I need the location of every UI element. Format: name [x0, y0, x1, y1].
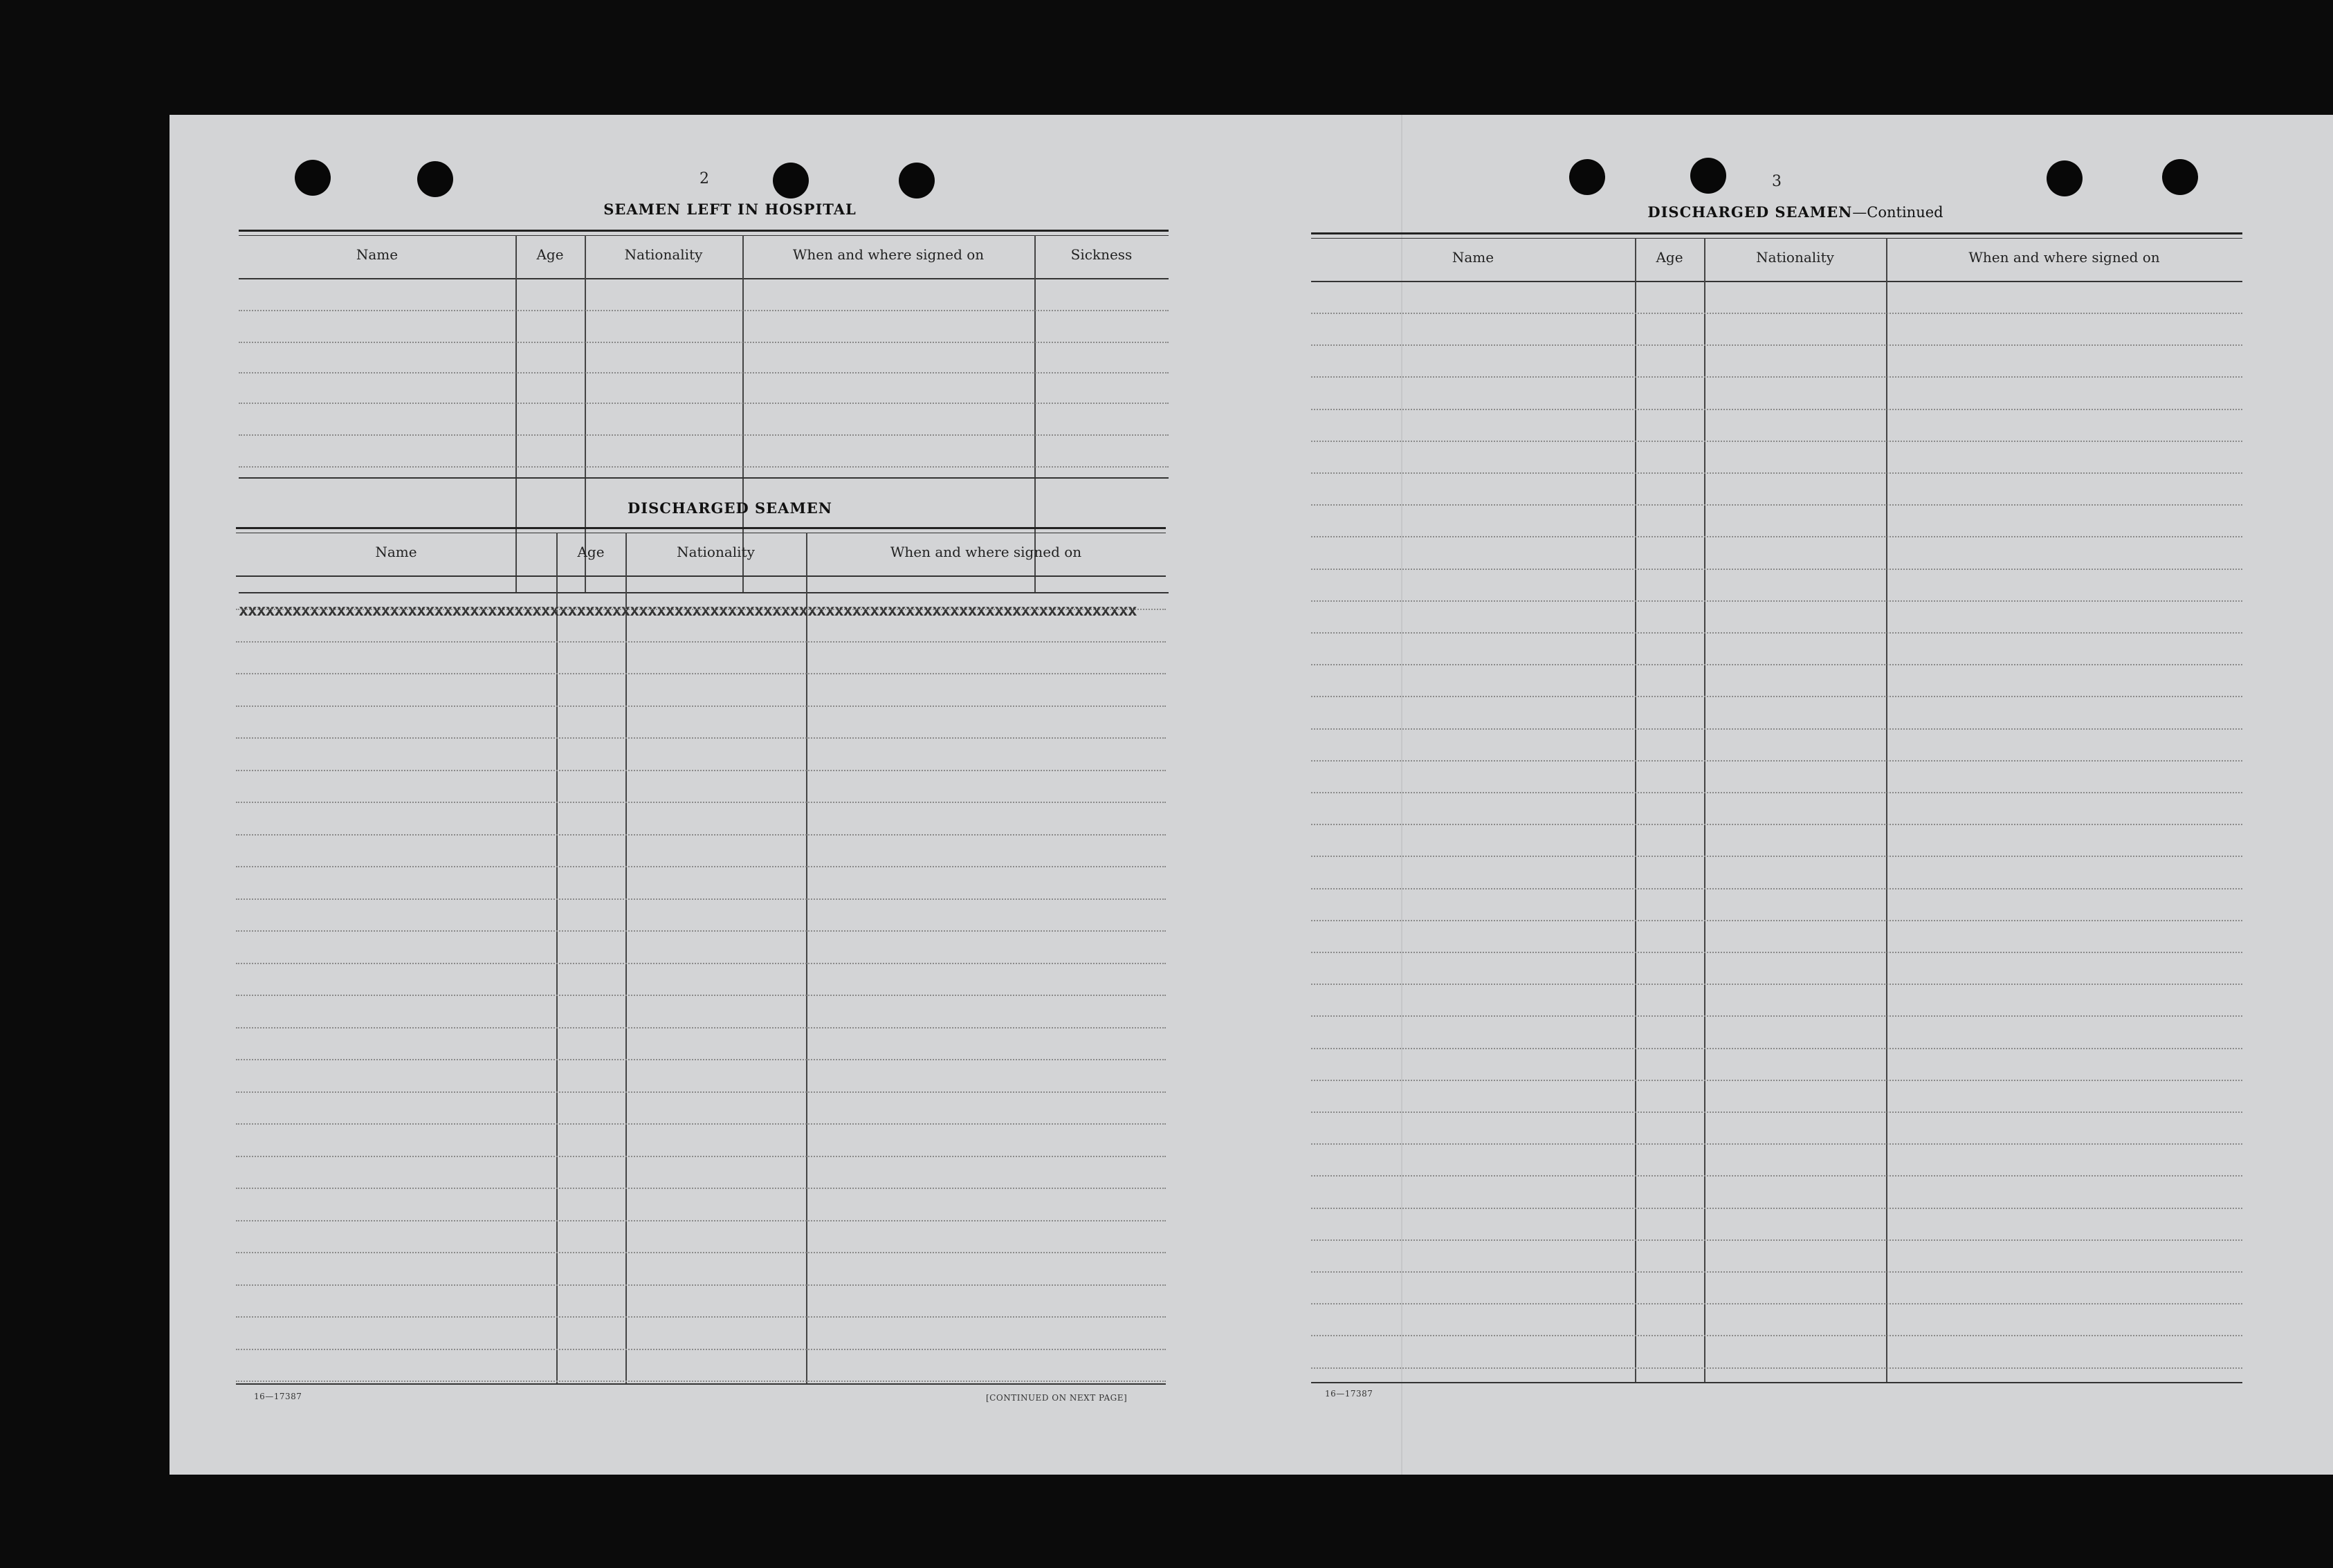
column-header-nationality: Nationality	[677, 544, 755, 560]
ruled-line	[1311, 824, 2242, 825]
ruled-line	[239, 434, 1169, 436]
discharged-continued-table	[1311, 232, 2242, 1383]
ruled-line	[236, 737, 1166, 739]
ruled-line	[1311, 1208, 2242, 1209]
punch-hole	[2162, 159, 2198, 195]
ruled-line	[1311, 1303, 2242, 1304]
ruled-line	[236, 802, 1166, 803]
ruled-line	[1311, 888, 2242, 889]
ruled-line	[1311, 1143, 2242, 1145]
ruled-line	[1311, 856, 2242, 857]
ruled-line	[1311, 569, 2242, 570]
table-bottom-rule	[1311, 1382, 2242, 1383]
punch-hole	[1569, 159, 1605, 195]
column-header-nationality: Nationality	[1756, 249, 1834, 266]
ruled-line	[1311, 1112, 2242, 1113]
crossed-out-entry: xxxxxxxxxxxxxxxxxxxxxxxxxxxxxxxxxxxxxxxxxxxxxxxxxxxxxxxxxxxxxxxxxxxxxxxxxxxxxxxxxxxxxxxxxxxxxxxxxxxxx	[239, 602, 1137, 620]
ruled-line	[236, 1349, 1166, 1350]
ruled-line	[236, 834, 1166, 836]
column-header-age: Age	[536, 246, 564, 263]
ruled-line	[236, 609, 1166, 610]
discharged-continued-title	[1553, 203, 2038, 221]
column-divider	[806, 533, 807, 1385]
column-divider	[556, 533, 558, 1385]
ruled-line	[236, 1027, 1166, 1029]
form-number: 16—17387	[254, 1392, 302, 1401]
ruled-line	[236, 898, 1166, 900]
ruled-line	[1311, 664, 2242, 665]
ruled-line	[1311, 952, 2242, 953]
continued-note: [CONTINUED ON NEXT PAGE]	[986, 1393, 1128, 1403]
table-top-rule	[1311, 238, 2242, 239]
column-divider	[625, 533, 627, 1385]
title-suffix: —Continued	[1852, 204, 1943, 221]
ruled-line	[1311, 792, 2242, 793]
ruled-line	[236, 1123, 1166, 1125]
ruled-line	[236, 1316, 1166, 1318]
column-header-signed-on: When and where signed on	[890, 544, 1082, 560]
ruled-line	[1311, 536, 2242, 537]
ruled-line	[1311, 409, 2242, 410]
ruled-line	[1311, 1015, 2242, 1017]
ruled-line	[1311, 504, 2242, 506]
ruled-line	[236, 770, 1166, 771]
discharged-section-title: DISCHARGED SEAMEN	[628, 499, 832, 517]
column-header-signed-on: When and where signed on	[792, 246, 985, 263]
column-header-name: Name	[1452, 249, 1494, 266]
punch-hole	[899, 163, 935, 199]
header-bottom-rule	[239, 278, 1169, 279]
ruled-line	[1311, 632, 2242, 634]
ruled-line	[1311, 376, 2242, 378]
table-top-rule	[1311, 232, 2242, 234]
ruled-line	[1311, 1080, 2242, 1081]
discharged-table	[236, 527, 1166, 1385]
ruled-line	[1311, 920, 2242, 921]
ruled-line	[1311, 1335, 2242, 1336]
ruled-line	[1311, 441, 2242, 442]
column-header-sickness: Sickness	[1070, 246, 1133, 263]
ruled-line	[1311, 728, 2242, 730]
ruled-line	[1311, 313, 2242, 314]
ruled-line	[239, 403, 1169, 404]
punch-hole	[773, 163, 809, 199]
ruled-line	[239, 342, 1169, 343]
ruled-line	[1311, 696, 2242, 697]
ruled-line	[236, 1156, 1166, 1157]
column-header-name: Name	[375, 544, 417, 560]
ruled-line	[1311, 1239, 2242, 1241]
table-bottom-rule	[236, 1383, 1166, 1385]
ruled-line	[236, 930, 1166, 932]
ruled-line	[236, 641, 1166, 643]
ruled-line	[1311, 1175, 2242, 1177]
punch-hole	[1690, 158, 1726, 194]
ruled-line	[236, 1059, 1166, 1060]
ruled-line	[236, 673, 1166, 674]
punch-hole	[417, 161, 453, 197]
document-sheet	[170, 115, 2333, 1475]
ruled-line	[236, 1381, 1166, 1382]
hospital-section-title: SEAMEN LEFT IN HOSPITAL	[603, 201, 857, 218]
ruled-line	[239, 310, 1169, 311]
ruled-line	[1311, 760, 2242, 762]
ruled-line	[239, 466, 1169, 468]
column-header-signed-on: When and where signed on	[1968, 249, 2160, 266]
ruled-line	[1311, 472, 2242, 474]
ruled-line	[239, 372, 1169, 373]
ruled-line	[1311, 344, 2242, 346]
ruled-line	[236, 1252, 1166, 1253]
table-top-rule	[239, 230, 1169, 232]
ruled-line	[1311, 1271, 2242, 1273]
ruled-line	[1311, 1367, 2242, 1369]
ruled-line	[236, 963, 1166, 964]
column-header-name: Name	[356, 246, 399, 263]
ruled-line	[1311, 984, 2242, 985]
ruled-line	[236, 1220, 1166, 1221]
punch-hole	[295, 160, 331, 196]
page-number: 3	[1772, 173, 1782, 190]
page-number: 2	[699, 170, 709, 187]
ruled-line	[236, 1091, 1166, 1093]
punch-hole	[2047, 160, 2083, 196]
title-main: DISCHARGED SEAMEN	[1647, 203, 1853, 221]
ruled-line	[236, 1284, 1166, 1286]
header-bottom-rule	[236, 575, 1166, 577]
form-number: 16—17387	[1325, 1389, 1373, 1399]
column-header-nationality: Nationality	[624, 246, 703, 263]
column-header-age: Age	[577, 544, 605, 560]
ruled-line	[1311, 1048, 2242, 1049]
ruled-line	[236, 866, 1166, 867]
ruled-line	[1311, 600, 2242, 602]
ruled-line	[236, 995, 1166, 996]
hospital-table-bottom-rule	[239, 477, 1169, 479]
header-bottom-rule	[1311, 281, 2242, 282]
ruled-line	[236, 1188, 1166, 1189]
table-top-rule	[239, 235, 1169, 236]
ruled-line	[236, 705, 1166, 707]
table-top-rule	[236, 527, 1166, 529]
column-header-age: Age	[1656, 249, 1683, 266]
